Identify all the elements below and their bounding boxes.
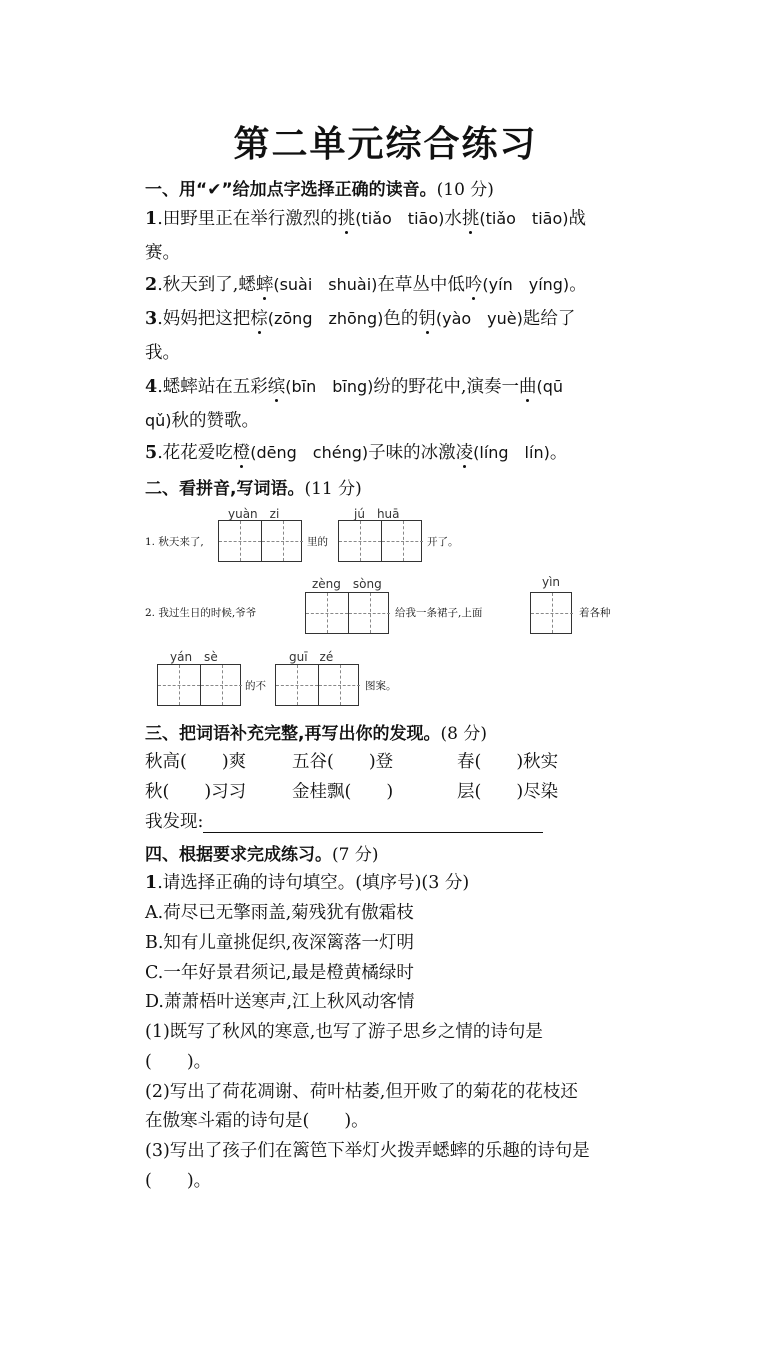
option-a: A.荷尽已无擎雨盖,菊残犹有傲霜枝 bbox=[145, 903, 414, 923]
dotted-char: 棕 bbox=[250, 309, 268, 329]
sub-question-2: (2)写出了荷花凋谢、荷叶枯萎,但开败了的菊花的花枝还 bbox=[145, 1082, 578, 1102]
fill-text: 2. 我过生日的时候,爷爷 bbox=[145, 607, 257, 619]
section-1-heading bbox=[145, 175, 494, 200]
pinyin-label: yuàn zi bbox=[228, 507, 280, 521]
pinyin-choice: (dēng chéng) bbox=[250, 443, 369, 462]
q-number: 2 bbox=[145, 275, 158, 295]
pinyin-label: guī zé bbox=[289, 650, 334, 664]
idiom-blank[interactable]: 秋( )习习 bbox=[145, 782, 247, 802]
section-4-heading bbox=[145, 840, 378, 865]
s1-q1 bbox=[145, 205, 586, 230]
s4-heading-text: 四、根据要求完成练习。 bbox=[145, 845, 332, 865]
pinyin-choice: (tiǎo tiāo) bbox=[355, 209, 445, 228]
pinyin-choice: qǔ) bbox=[145, 411, 172, 430]
discover-line bbox=[145, 808, 543, 833]
option-d: D.萧萧梧叶送寒声,江上秋风动客情 bbox=[145, 992, 415, 1012]
idiom-blank[interactable]: 金桂飘( ) bbox=[292, 782, 394, 802]
fill-text: 里的 bbox=[307, 536, 328, 548]
dotted-char: 挑 bbox=[337, 209, 356, 229]
s1-heading-a: 一、用“ bbox=[145, 180, 208, 200]
idiom-blank[interactable]: 春( )秋实 bbox=[457, 752, 559, 772]
dotted-char: 曲 bbox=[518, 377, 537, 397]
writing-box-juhua[interactable] bbox=[338, 520, 422, 562]
dotted-char: 吟 bbox=[464, 275, 483, 295]
idiom-blank[interactable]: 层( )尽染 bbox=[457, 782, 559, 802]
text: 秋的赞歌。 bbox=[171, 411, 260, 431]
writing-box-yin[interactable] bbox=[530, 592, 572, 634]
pinyin-choice: (zōng zhōng) bbox=[267, 309, 384, 328]
s4-points: (7 分) bbox=[332, 845, 379, 865]
pinyin-label: jú huā bbox=[354, 507, 400, 521]
s1-q3-cont: 我。 bbox=[145, 343, 180, 363]
text: .花花爱吃 bbox=[157, 443, 233, 463]
fill-text: 1. 秋天来了, bbox=[145, 536, 204, 548]
text: 匙给了 bbox=[522, 309, 576, 329]
dotted-char: 挑 bbox=[461, 209, 480, 229]
fill-text: 开了。 bbox=[427, 536, 459, 548]
sub-question-2-cont[interactable]: 在傲寒斗霜的诗句是( )。 bbox=[145, 1111, 369, 1131]
fill-text: 给我一条裙子,上面 bbox=[395, 607, 483, 619]
dotted-char: 凌 bbox=[455, 443, 474, 463]
s1-heading-b: ”给加点字选择正确的读音。 bbox=[221, 180, 437, 200]
sub-question-1: (1)既写了秋风的寒意,也写了游子思乡之情的诗句是 bbox=[145, 1022, 543, 1042]
writing-box-yanse[interactable] bbox=[157, 664, 241, 706]
text: 色的 bbox=[383, 309, 419, 329]
pinyin-choice: (yín yíng) bbox=[482, 275, 570, 294]
text: 纷的野花中,演奏一 bbox=[373, 377, 519, 397]
pinyin-choice: (yào yuè) bbox=[435, 309, 523, 328]
sub-question-3: (3)写出了孩子们在篱笆下举灯火拨弄蟋蟀的乐趣的诗句是 bbox=[145, 1141, 590, 1161]
dotted-char: 蟀 bbox=[255, 275, 274, 295]
s3-points: (8 分) bbox=[440, 724, 487, 744]
check-icon: ✔ bbox=[207, 180, 222, 200]
s1-q5 bbox=[145, 439, 567, 464]
q-number: 1 bbox=[145, 873, 158, 893]
idiom-blank[interactable]: 秋高( )爽 bbox=[145, 752, 247, 772]
text: 子味的冰激 bbox=[368, 443, 456, 463]
s2-heading-text: 二、看拼音,写词语。 bbox=[145, 479, 305, 499]
text: .秋天到了,蟋 bbox=[157, 275, 256, 295]
s1-points: (10 分) bbox=[436, 180, 494, 200]
dotted-char: 橙 bbox=[232, 443, 251, 463]
pinyin-label: zèng sòng bbox=[312, 577, 382, 591]
option-b: B.知有儿童挑促织,夜深篱落一灯明 bbox=[145, 933, 414, 953]
q-number: 3 bbox=[145, 309, 158, 329]
q-number: 4 bbox=[145, 377, 158, 397]
discover-label: 我发现: bbox=[145, 812, 204, 832]
s1-q1-cont: 赛。 bbox=[145, 243, 180, 263]
section-2-heading bbox=[145, 474, 362, 499]
s1-q2 bbox=[145, 271, 587, 296]
sub-question-3-answer[interactable]: ( )。 bbox=[145, 1171, 212, 1191]
fill-text: 着各种 bbox=[579, 607, 611, 619]
s1-q3 bbox=[145, 305, 575, 330]
pinyin-choice: (qū bbox=[536, 377, 563, 396]
page-title: 第二单元综合练习 bbox=[233, 123, 538, 165]
text: 战 bbox=[568, 209, 586, 229]
fill-text: 图案。 bbox=[365, 680, 397, 692]
text: 。 bbox=[549, 443, 568, 463]
option-c: C.一年好景君须记,最是橙黄橘绿时 bbox=[145, 963, 414, 983]
fill-text: 的不 bbox=[245, 680, 266, 692]
text: .田野里正在举行激烈的 bbox=[157, 209, 338, 229]
q-number: 1 bbox=[145, 209, 158, 229]
section-3-heading bbox=[145, 719, 487, 744]
text: 水 bbox=[444, 209, 462, 229]
pinyin-choice: (líng lín) bbox=[473, 443, 550, 462]
s1-q4-cont bbox=[145, 407, 259, 432]
text: 。 bbox=[569, 275, 587, 295]
s1-q4 bbox=[145, 373, 563, 398]
writing-box-guize[interactable] bbox=[275, 664, 359, 706]
dotted-char: 钥 bbox=[418, 309, 436, 329]
s2-points: (11 分) bbox=[304, 479, 362, 499]
pinyin-label: yìn bbox=[542, 575, 561, 589]
writing-box-zengsong[interactable] bbox=[305, 592, 389, 634]
text: .妈妈把这把 bbox=[157, 309, 251, 329]
text: .蟋蟀站在五彩 bbox=[157, 377, 268, 397]
text: .请选择正确的诗句填空。(填序号)(3 分) bbox=[157, 873, 470, 893]
s3-heading-text: 三、把词语补充完整,再写出你的发现。 bbox=[145, 724, 441, 744]
pinyin-choice: (suài shuài) bbox=[273, 275, 378, 294]
q-number: 5 bbox=[145, 443, 158, 463]
dotted-char: 缤 bbox=[267, 377, 286, 397]
text: 在草丛中低 bbox=[377, 275, 465, 295]
pinyin-choice: (bīn bīng) bbox=[285, 377, 374, 396]
pinyin-label: yán sè bbox=[170, 650, 218, 664]
writing-box-yuanzi[interactable] bbox=[218, 520, 302, 562]
discover-answer-line[interactable] bbox=[203, 814, 543, 833]
pinyin-choice: (tiǎo tiāo) bbox=[479, 209, 569, 228]
sub-question-1-answer[interactable]: ( )。 bbox=[145, 1052, 212, 1072]
idiom-blank[interactable]: 五谷( )登 bbox=[292, 752, 394, 772]
s4-q1 bbox=[145, 869, 469, 894]
